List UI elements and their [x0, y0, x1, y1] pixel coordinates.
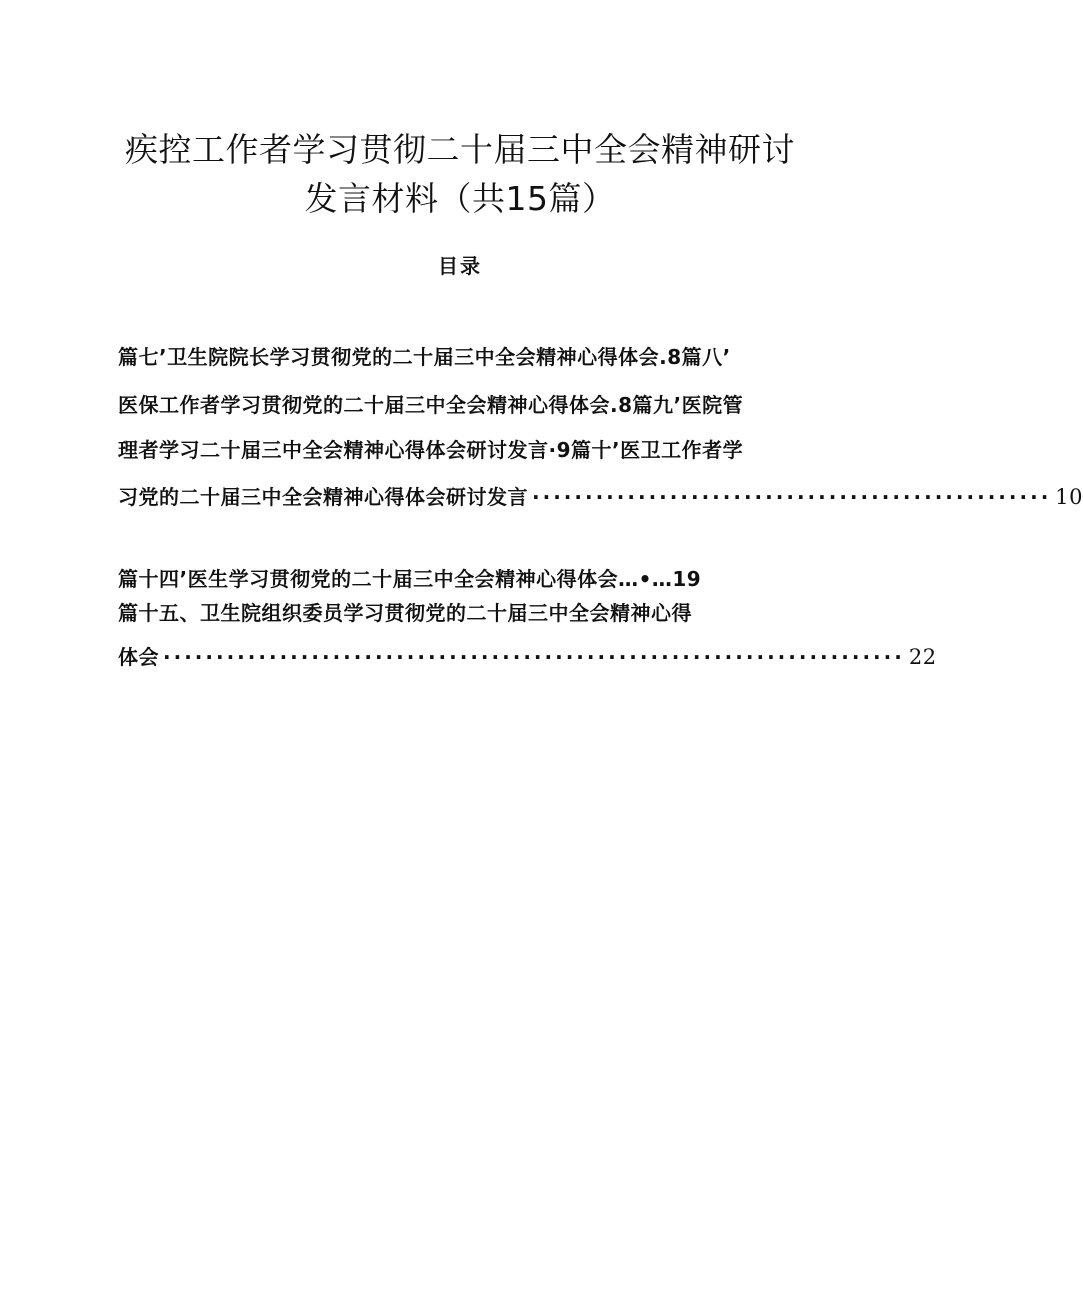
toc-entry-with-page[interactable]	[118, 481, 1083, 510]
toc-entry-text: 习党的二十届三中全会精神心得体会研讨发言	[118, 485, 528, 509]
toc-entry-with-page[interactable]	[118, 641, 937, 670]
toc-entry-text: 体会	[118, 645, 159, 669]
toc-line[interactable]: 理者学习二十届三中全会精神心得体会研讨发言·9篇十’医卫工作者学	[118, 438, 744, 462]
document-title-line-2: 发言材料（共15篇）	[304, 179, 616, 218]
document-title-line-1: 疾控工作者学习贯彻二十届三中全会精神研讨	[125, 130, 795, 169]
toc-leader-dots: ······································································	[163, 645, 905, 669]
toc-line[interactable]: 篇十五、卫生院组织委员学习贯彻党的二十届三中全会精神心得	[118, 601, 692, 625]
toc-line[interactable]: 医保工作者学习贯彻党的二十届三中全会精神心得体会.8篇九’医院管	[118, 393, 744, 417]
toc-line[interactable]: 篇十四’医生学习贯彻党的二十届三中全会精神心得体会…•…19	[118, 567, 702, 591]
toc-page-number: 10	[1055, 485, 1083, 509]
toc-line[interactable]: 篇七’卫生院院长学习贯彻党的二十届三中全会精神心得体会.8篇八’	[118, 345, 731, 369]
toc-page-number: 22	[908, 645, 937, 669]
toc-leader-dots: ·················································	[532, 485, 1052, 509]
toc-heading: 目录	[438, 254, 482, 278]
